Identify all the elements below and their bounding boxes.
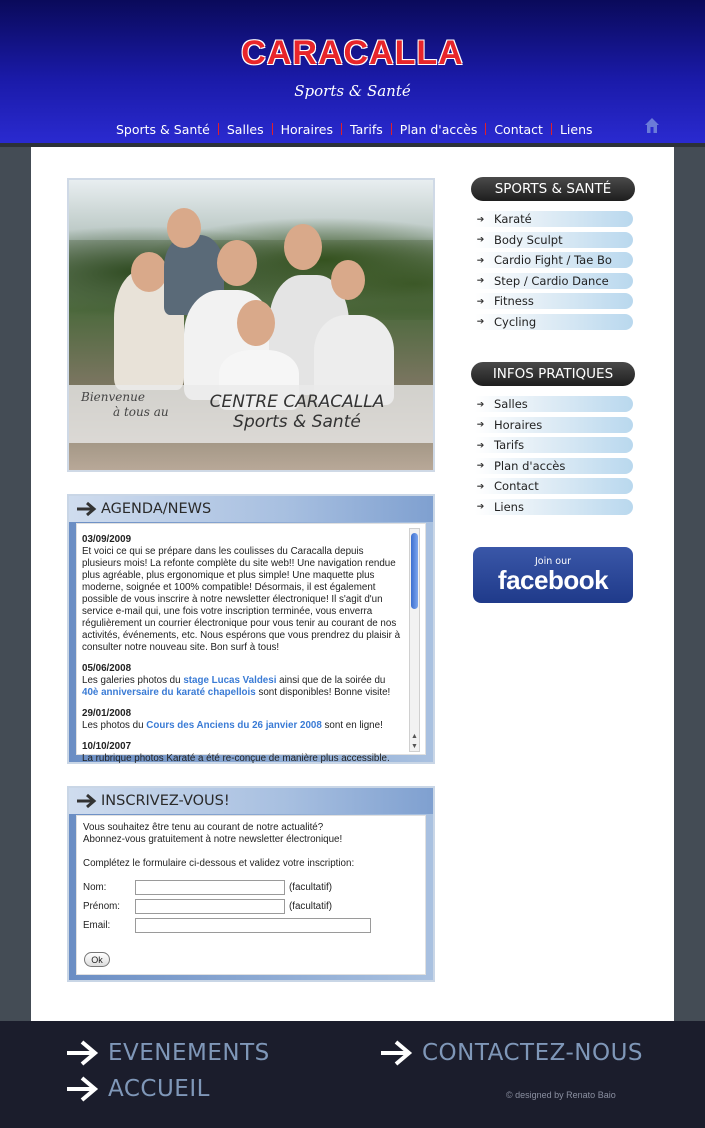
nav-contact[interactable]: Contact [494,121,543,137]
sidebar-item-horaires[interactable] [475,417,633,433]
person-head [237,300,275,346]
sidebar-sports-list [475,211,633,334]
news-date: 10/10/2007 [82,741,132,752]
hero-photo [67,178,435,472]
arrow-right-icon [77,502,97,516]
arrow-right-icon: ➔ [476,316,485,326]
email-row [83,918,371,933]
facebook-logo-text: facebook [497,565,609,595]
sidebar-item-label: Salles [494,397,528,411]
news-date: 03/09/2009 [82,534,132,545]
news-text: Et voici ce qui se prépare dans les coulisses du Caracalla depuis plusieurs mois! La refonte complète du site web!! Une navigation rendue plus agréable, plus ergonomique et plus simple! Une maquette plus moderne, soignée et 100% compatible! Désormais, il est également possible de vous inscrire à notre newsletter électronique! Il s'agit d'un service e-mail qui, une fois votre inscription terminée, vous enverra régulièrement un courrier électronique pour vous tenir au courant de nos activités, événements, etc. Nous espérons que vous prendrez du plaisir à consulter notre nouveau site. Bon surf à tous! [82,546,401,653]
home-icon[interactable] [645,118,659,133]
prenom-optional: (facultatif) [289,901,333,912]
news-entry [82,534,404,654]
site-header [0,0,705,143]
nom-optional: (facultatif) [289,882,333,893]
facebook-join-text: Join our [534,556,572,567]
arrow-right-icon: ➔ [476,234,485,244]
news-text: La rubrique photos Karaté a été re-conçue de manière plus accessible. [82,753,390,764]
spacer [83,846,413,858]
hero-welcome [81,390,169,420]
site-logo-title[interactable]: CARACALLA [241,34,464,72]
prenom-label: Prénom: [83,901,121,912]
sidebar-infos-list [475,396,633,519]
sidebar-item-tarifs[interactable] [475,437,633,453]
news-text [82,675,404,699]
email-label: Email: [83,920,111,931]
sidebar-item-step[interactable] [475,273,633,289]
news-link[interactable]: Cours des Anciens du 26 janvier 2008 [146,720,322,731]
sidebar-item-label: Body Sculpt [494,232,563,247]
site-logo-subtitle: Sports & Santé [294,82,411,100]
nom-label: Nom: [83,882,107,893]
footer-credit: © designed by Renato Baio [506,1090,616,1100]
scroll-down-icon[interactable]: ▼ [411,743,418,750]
nav-salles[interactable]: Salles [226,121,264,137]
hero-center-line1: CENTRE CARACALLA [209,392,385,412]
arrow-right-icon: ➔ [476,295,485,306]
news-text-part: Les photos du [82,720,147,731]
sidebar-item-label: Karaté [494,212,532,226]
sidebar-item-label: Liens [494,499,524,514]
sidebar-item-contact[interactable] [475,478,633,494]
nav-plan-acces[interactable]: Plan d'accès [399,121,478,137]
agenda-box [67,494,435,764]
sidebar-item-cycling[interactable] [475,314,633,330]
arrow-right-icon: ➔ [476,275,485,285]
sidebar-item-label: Cardio Fight / Tae Bo [494,253,612,267]
inscription-intro [83,822,413,870]
footer-link-contact[interactable] [380,1039,643,1067]
agenda-title: AGENDA/NEWS [101,501,212,517]
arrow-right-icon: ➔ [476,480,485,491]
agenda-scrollbar[interactable] [409,528,420,752]
news-text-part: Les galeries photos du [82,675,184,686]
arrow-right-icon [77,794,97,808]
arrow-right-icon: ➔ [476,398,485,409]
agenda-text [82,534,404,774]
news-entry [82,663,404,699]
nom-field[interactable] [135,880,285,895]
footer-link-accueil[interactable] [66,1075,210,1103]
inscription-box [67,786,435,982]
facebook-button[interactable] [473,547,633,603]
arrow-right-icon: ➔ [476,254,485,265]
prenom-field[interactable] [135,899,285,914]
footer-link-evenements[interactable] [66,1039,270,1067]
inscription-form [76,815,426,975]
prenom-row [83,899,332,914]
person-head [217,240,257,286]
nav-tarifs[interactable]: Tarifs [350,121,383,137]
person-head [167,208,201,248]
news-date: 29/01/2008 [82,708,132,719]
sidebar-item-karate[interactable] [475,211,633,227]
sidebar-item-label: Contact [494,479,539,493]
nav-horaires[interactable]: Horaires [280,121,334,137]
arrow-right-icon [380,1039,414,1067]
news-entry [82,708,404,732]
nom-row [83,880,332,895]
hero-center-name [197,392,397,432]
arrow-right-icon [66,1039,100,1067]
arrow-right-icon: ➔ [476,501,485,511]
sidebar-infos-title: INFOS PRATIQUES [471,362,635,386]
email-field[interactable] [135,918,371,933]
sidebar-sports-title: SPORTS & SANTÉ [471,177,635,201]
arrow-right-icon: ➔ [476,460,485,470]
main-nav [108,120,601,138]
news-text-part: sont disponibles! Bonne visite! [255,687,391,698]
arrow-right-icon [66,1075,100,1103]
inscription-title: INSCRIVEZ-VOUS! [101,793,230,809]
sidebar-item-label: Step / Cardio Dance [494,273,609,288]
sidebar-item-label: Tarifs [494,438,525,452]
hero-center-line2: Sports & Santé [233,412,361,432]
sidebar-item-body-sculpt[interactable] [475,232,633,248]
sidebar-item-label: Plan d'accès [494,458,566,473]
sidebar-item-fitness[interactable] [475,293,633,309]
news-date: 05/06/2008 [82,663,132,674]
inscription-intro-line: Abonnez-vous gratuitement à notre newsletter électronique! [83,834,343,845]
person-head [131,252,167,292]
footer-link-label: CONTACTEZ-NOUS [422,1040,643,1066]
news-text-part: sont en ligne! [321,720,383,731]
arrow-right-icon: ➔ [476,213,485,224]
news-link[interactable]: 40è anniversaire du karaté chapellois [82,687,256,698]
sidebar-item-label: Cycling [494,314,537,329]
agenda-header [69,496,433,522]
inscription-intro-line: Complétez le formulaire ci-dessous et validez votre inscription: [83,858,355,869]
news-text [82,720,404,732]
sidebar-item-liens[interactable] [475,499,633,515]
footer-link-label: ACCUEIL [108,1076,210,1102]
news-entry [82,741,404,765]
nav-sports-sante[interactable]: Sports & Santé [116,121,210,137]
agenda-content[interactable] [76,523,426,764]
hero-welcome-line1: Bienvenue [81,390,145,404]
news-link[interactable]: stage Lucas Valdesi [183,675,277,686]
arrow-right-icon: ➔ [476,419,485,429]
inscription-header [69,788,433,814]
sidebar-item-cardio-fight[interactable] [475,252,633,268]
sidebar-item-plan-acces[interactable] [475,458,633,474]
scroll-up-icon[interactable]: ▲ [411,733,418,740]
person-head [331,260,365,300]
scrollbar-thumb[interactable] [411,533,418,609]
person-head [284,224,322,270]
ok-button[interactable]: Ok [84,952,110,967]
news-text-part: ainsi que de la soirée du [276,675,386,686]
footer-link-label: EVENEMENTS [108,1040,270,1066]
sidebar-item-label: Fitness [494,294,534,308]
sidebar-item-salles[interactable] [475,396,633,412]
nav-liens[interactable]: Liens [559,121,593,137]
arrow-right-icon: ➔ [476,439,485,450]
hero-welcome-line2: à tous au [113,405,169,419]
inscription-intro-line: Vous souhaitez être tenu au courant de notre actualité? [83,822,324,833]
sidebar-item-label: Horaires [494,417,543,432]
